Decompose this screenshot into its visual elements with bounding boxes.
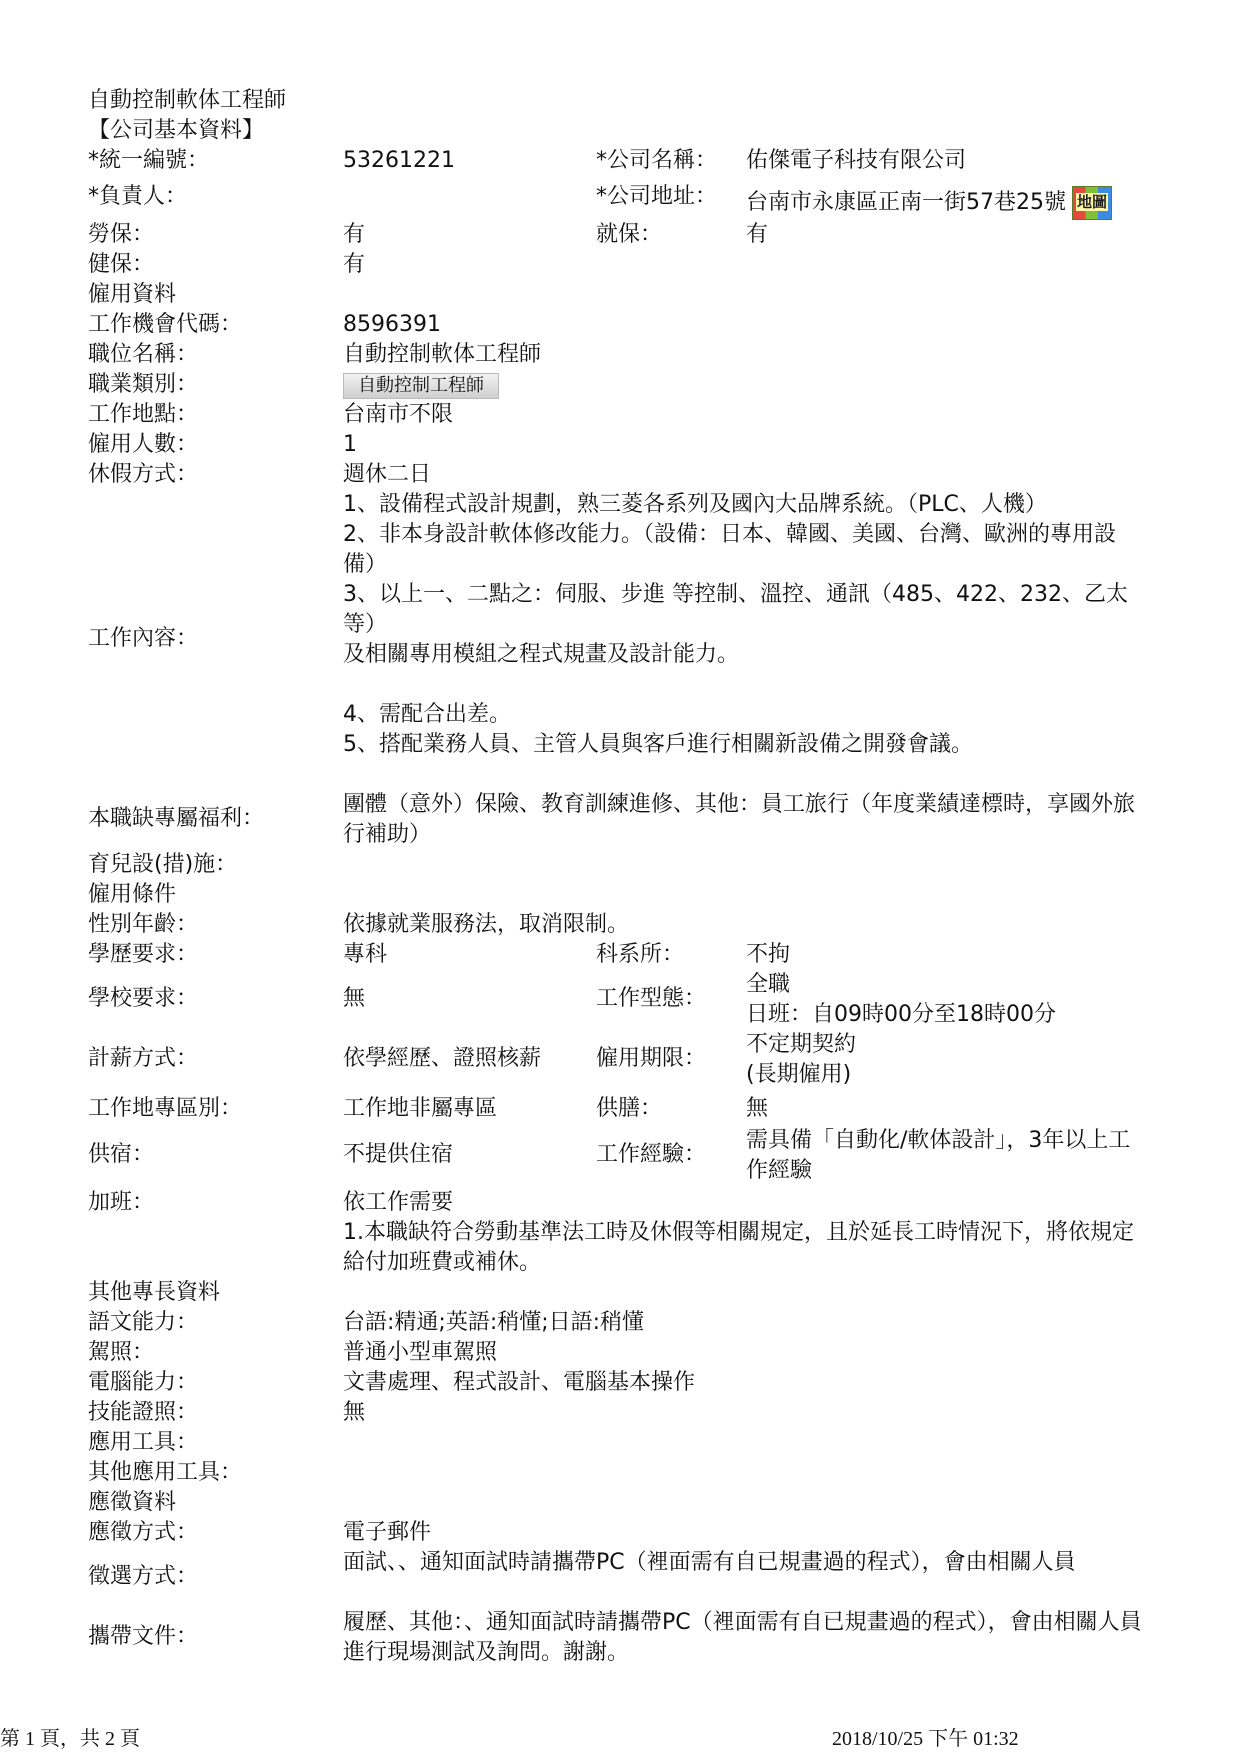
worktype-value [746,970,1148,1030]
computer-value: 文書處理、程式設計、電腦基本操作 [343,1370,696,1395]
job-code-value: 8596391 [343,312,441,337]
worktype-text: 全職 [746,972,791,997]
job-content-line-1: 1、設備程式設計規劃，熟三菱各系列及國內大品牌系統。（PLC、人機） [343,492,1047,517]
overtime-label: 加班： [88,1190,155,1215]
owner-label: *負責人： [88,184,188,209]
job-content-line-3: 3、以上一、二點之：伺服、步進 等控制、溫控、通訊（485、422、232、乙太等） [343,582,1128,637]
page-number: 第 1 頁，共 2 頁 [0,1728,140,1750]
map-icon[interactable] [1072,186,1112,220]
location-value: 台南市不限 [343,402,454,427]
license-label: 駕照： [88,1340,155,1365]
selection-value: 面試、、通知面試時請攜帶PC（裡面需有自已規畫過的程式），會由相關人員 [343,1550,1076,1575]
map-label: 地圖 [1077,193,1108,211]
job-content-line-6: 5、搭配業務人員、主管人員與客戶進行相關新設備之開發會議。 [343,732,973,757]
document-title: 自動控制軟体工程師 [88,88,287,113]
zone-value: 工作地非屬專區 [343,1096,498,1121]
headcount-value: 1 [343,432,357,457]
school-value: 無 [343,986,366,1011]
apply-method-value: 電子郵件 [343,1520,432,1545]
holiday-value: 週休二日 [343,462,432,487]
category-label: 職業類別： [88,372,199,397]
address-label: *公司地址： [596,184,718,209]
worktime-text: 日班：自09時00分至18時00分 [746,1002,1056,1027]
tax-id-label: *統一編號： [88,148,210,173]
meal-label: 供膳： [596,1096,663,1121]
address-value [746,186,1166,220]
job-content-value [343,490,1143,760]
labor-ins-value: 有 [343,222,366,247]
gender-age-label: 性別年齡： [88,912,199,937]
computer-label: 電腦能力： [88,1370,199,1395]
section-company: 【公司基本資料】 [88,118,265,143]
headcount-label: 僱用人數： [88,432,199,457]
overtime-value [343,1188,1143,1278]
holiday-label: 休假方式： [88,462,199,487]
school-label: 學校要求： [88,986,199,1011]
dept-value: 不拘 [746,942,791,967]
language-value: 台語:精通;英語:稍懂;日語:稍懂 [343,1310,645,1335]
section-employment: 僱用資料 [88,282,177,307]
exp-value: 需具備「自動化/軟体設計」，3年以上工作經驗 [746,1128,1131,1183]
job-content-line-4: 及相關專用模組之程式規畫及設計能力。 [343,642,740,667]
childcare-label: 育兒設(措)施： [88,852,238,877]
section-conditions: 僱用條件 [88,882,177,907]
labor-ins-label: 勞保： [88,222,155,247]
job-content-line-2: 2、非本身設計軟体修改能力。（設備：日本、韓國、美國、台灣、歐洲的專用設備） [343,522,1116,577]
documents-label: 攜帶文件： [88,1624,199,1649]
cert-label: 技能證照： [88,1400,199,1425]
education-value: 專科 [343,942,388,967]
address-text: 台南市永康區正南一街57巷25號 [746,190,1066,215]
position-label: 職位名稱： [88,342,199,367]
exp-label: 工作經驗： [596,1142,707,1167]
health-ins-label: 健保： [88,252,155,277]
license-value: 普通小型車駕照 [343,1340,498,1365]
lodging-value: 不提供住宿 [343,1142,454,1167]
gender-age-value: 依據就業服務法，取消限制。 [343,912,630,937]
job-content-spacer [343,670,1143,700]
job-content-line-5: 4、需配合出差。 [343,702,511,727]
location-label: 工作地點： [88,402,199,427]
tax-id-value: 53261221 [343,148,455,173]
lodging-label: 供宿： [88,1142,155,1167]
other-tools-label: 其他應用工具： [88,1460,243,1485]
education-label: 學歷要求： [88,942,199,967]
language-label: 語文能力： [88,1310,199,1335]
job-code-label: 工作機會代碼： [88,312,243,337]
employ-ins-value: 有 [746,222,769,247]
company-name-label: *公司名稱： [596,148,718,173]
position-value: 自動控制軟体工程師 [343,342,542,367]
salary-label: 計薪方式： [88,1046,199,1071]
job-content-label: 工作內容： [88,626,199,651]
category-tag[interactable]: 自動控制工程師 [343,373,499,399]
meal-value: 無 [746,1096,769,1121]
term-text: 不定期契約 [746,1032,857,1057]
term-label: 僱用期限： [596,1046,707,1071]
benefits-value: 團體（意外）保險、教育訓練進修、其他：員工旅行（年度業績達標時，享國外旅行補助） [343,792,1136,847]
benefits-label: 本職缺專屬福利： [88,806,265,831]
cert-value: 無 [343,1400,366,1425]
print-timestamp: 2018/10/25 下午 01:32 [832,1728,1019,1750]
term-note: (長期僱用) [746,1062,852,1087]
zone-label: 工作地專區別： [88,1096,243,1121]
tools-label: 應用工具： [88,1430,199,1455]
employ-ins-label: 就保： [596,222,663,247]
overtime-text: 依工作需要 [343,1190,454,1215]
company-name-value: 佑傑電子科技有限公司 [746,148,967,173]
dept-label: 科系所： [596,942,685,967]
section-apply: 應徵資料 [88,1490,177,1515]
documents-value: 履歷、其他：、通知面試時請攜帶PC（裡面需有自已規畫過的程式），會由相關人員進行現場測試及詢問。謝謝。 [343,1610,1142,1665]
term-value [746,1030,1148,1090]
worktype-label: 工作型態： [596,986,707,1011]
row-job-content [88,490,1148,790]
selection-label: 徵選方式： [88,1564,199,1589]
health-ins-value: 有 [343,252,366,277]
salary-value: 依學經歷、證照核薪 [343,1046,542,1071]
apply-method-label: 應徵方式： [88,1520,199,1545]
section-skills: 其他專長資料 [88,1280,221,1305]
overtime-note: 1.本職缺符合勞動基準法工時及休假等相關規定，且於延長工時情況下，將依規定給付加班費或補休。 [343,1220,1134,1275]
category-value [343,370,499,400]
